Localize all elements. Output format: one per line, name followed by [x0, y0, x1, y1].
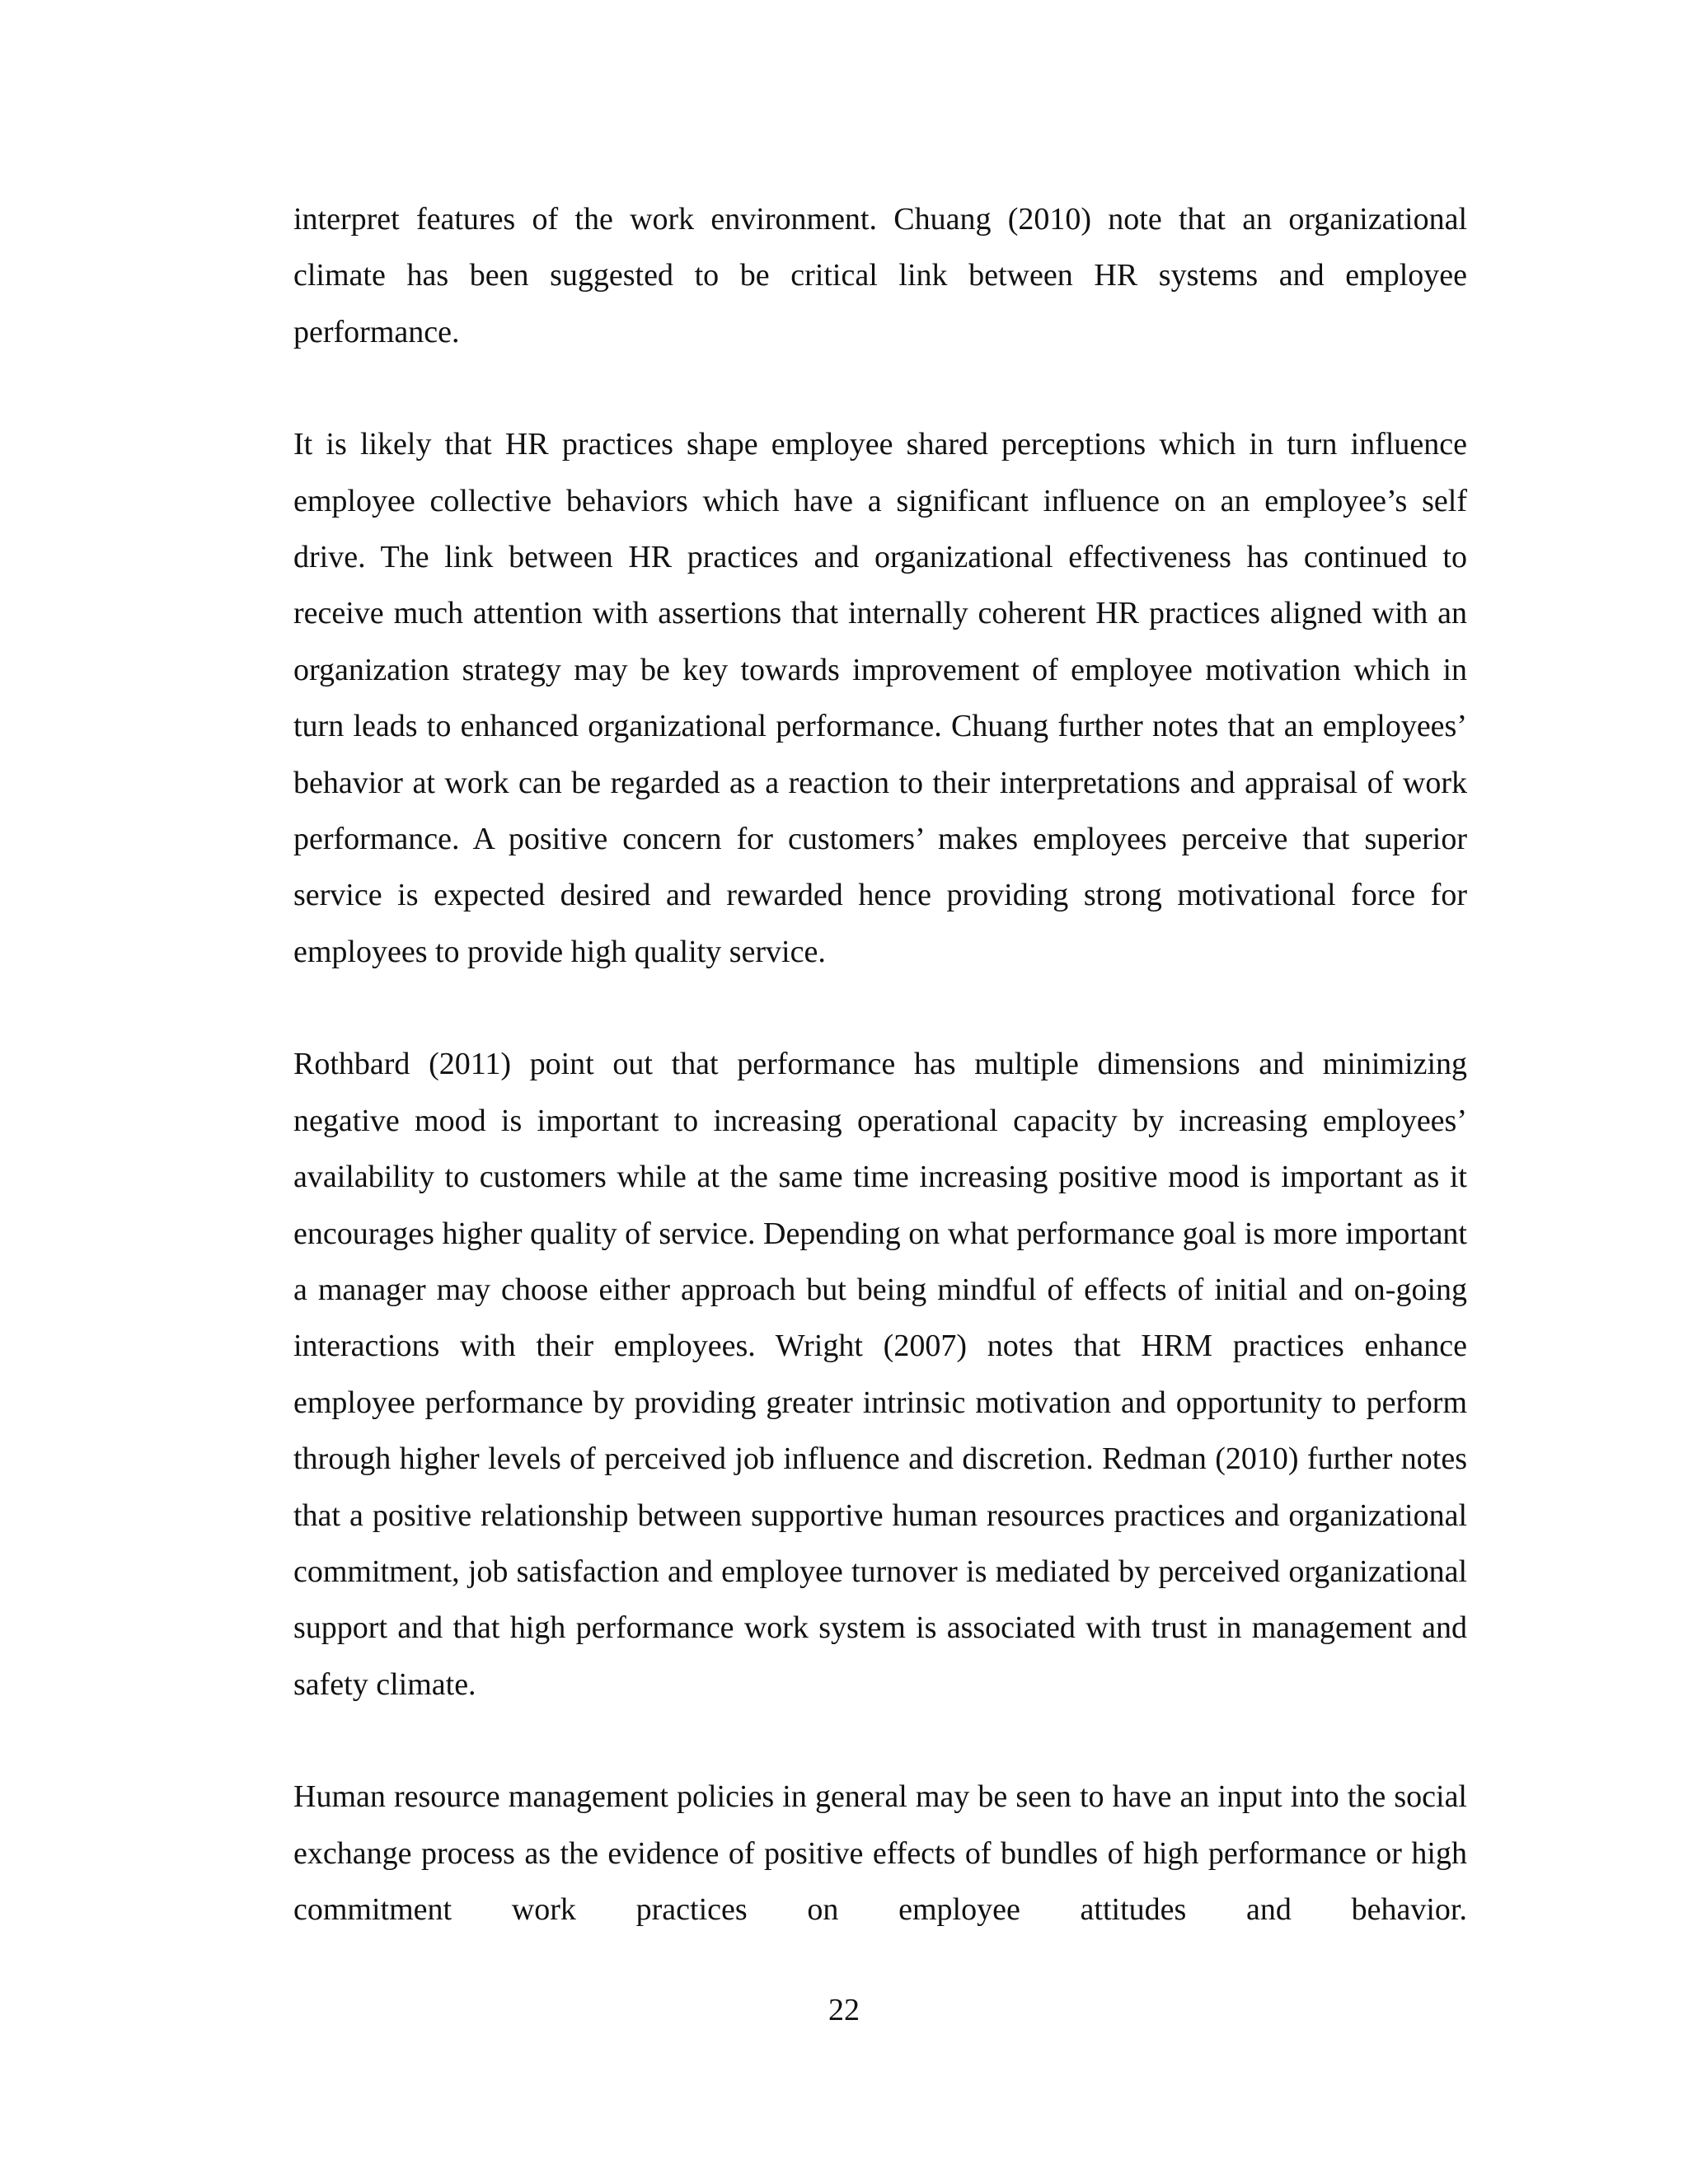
paragraph-3: Rothbard (2011) point out that performance has multiple dimensions and minimizing negative mood is important to increasing operational capacity by increasing employees’ availability to customers while at the same time increasing positive mood is important as it encourages higher quality of service. Depending on what performance goal is more important a manager may choose either approach but being mindful of effects of initial and on-going interactions with their employees. Wright (2007) notes that HRM practices enhance employee performance by providing greater intrinsic motivation and opportunity to perform through higher levels of perceived job influence and discretion. Redman (2010) further notes that a positive relationship between supportive human resources practices and organizational commitment, job satisfaction and employee turnover is mediated by perceived organizational support and that high performance work system is associated with trust in management and safety climate.: [293, 1047, 1467, 1702]
paragraph-2: It is likely that HR practices shape employee shared perceptions which in turn influence employee collective behaviors which have a significant influence on an employee’s self drive. The link between HR practices and organizational effectiveness has continued to receive much attention with assertions that internally coherent HR practices aligned with an organization strategy may be key towards improvement of employee motivation which in turn leads to enhanced organizational performance. Chuang further notes that an employees’ behavior at work can be regarded as a reaction to their interpretations and appraisal of work performance. A positive concern for customers’ makes employees perceive that superior service is expected desired and rewarded hence providing strong motivational force for employees to provide high quality service.: [293, 427, 1467, 969]
body-text: [293, 191, 1467, 1938]
paragraph-4: Human resource management policies in general may be seen to have an input into the social exchange process as the evidence of positive effects of bundles of high performance or high commitment work practices on employee attitudes and behavior.: [293, 1779, 1467, 1927]
page-number: 22: [828, 1993, 860, 2027]
paragraph-1: interpret features of the work environment. Chuang (2010) note that an organizational climate has been suggested to be critical link between HR systems and employee performance.: [293, 202, 1467, 349]
